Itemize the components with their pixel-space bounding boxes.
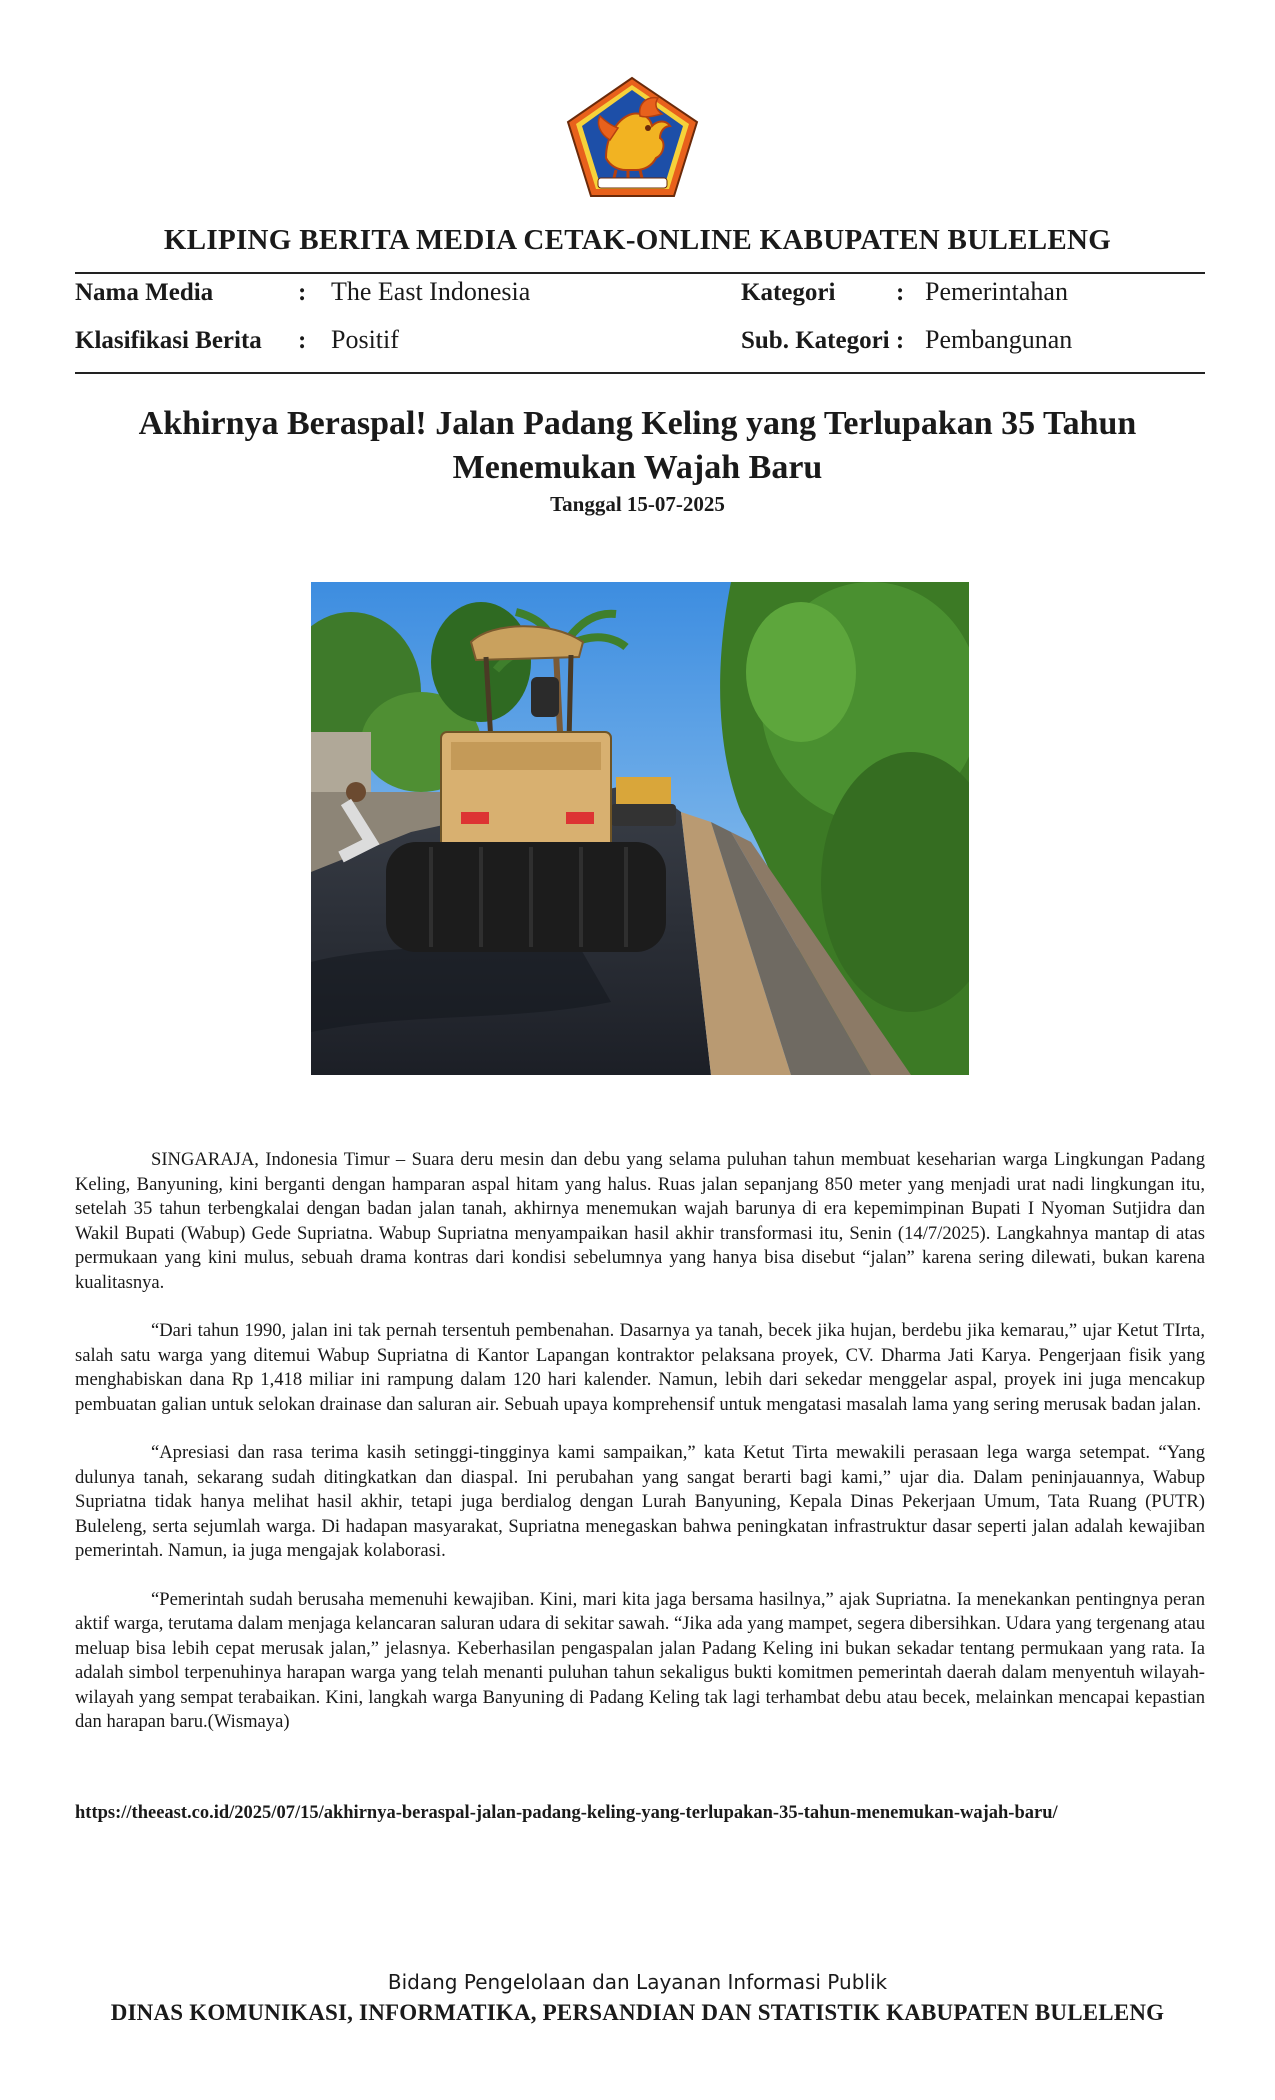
media-name-colon: : — [298, 279, 307, 306]
article-paragraph: SINGARAJA, Indonesia Timur – Suara deru mesin dan debu yang selama puluhan tahun membuat keseharian warga Lingkungan Padang Keling, Banyuning, kini berganti dengan hamparan aspal hitam yang halus. Ruas jalan sepanjang 850 meter yang menjadi urat nadi lingkungan itu, setelah 35 tahun terbengkalai dengan badan jalan tanah, akhirnya menemukan wajah barunya di era kepemimpinan Bupati I Nyoman Sutjidra dan Wakil Bupati (Wabup) Gede Supriatna. Wabup Supriatna menyampaikan hasil akhir transformasi itu, Senin (14/7/2025). Langkahnya mantap di atas permukaan yang kini mulus, sebuah drama kontras dari kondisi sebelumnya yang hanya bisa disebut “jalan” karena sering dilewati, bukan karena kualitasnya. — [75, 1149, 1205, 1293]
road-roller-illustration — [311, 582, 969, 1075]
emblem-graphic — [566, 76, 699, 198]
sub-category-label: Sub. Kategori : — [741, 327, 905, 354]
footer-agency-name: DINAS KOMUNIKASI, INFORMATIKA, PERSANDIAN DAN STATISTIK KABUPATEN BULELENG — [110, 2000, 1165, 2025]
article-paragraph: “Dari tahun 1990, jalan ini tak pernah tersentuh pembenahan. Dasarnya ya tanah, becek jika hujan, berdebu jika kemarau,” ujar Ketut TIrta, salah satu warga yang ditemui Wabup Supriatna di Kantor Lapangan kontraktor pelaksana proyek, CV. Dharma Jati Karya. Pengerjaan fisik yang menghabiskan dana Rp 1,418 miliar ini rampung dalam 120 hari kalender. Namun, lebih dari sekedar menggelar aspal, proyek ini juga mencakup pembuatan galian untuk selokan drainase dan saluran air. Sebuah upaya komprehensif untuk mengatasi masalah lama yang sering merusak badan jalan. — [75, 1320, 1205, 1415]
news-classification-value: Positif — [331, 325, 399, 354]
document-header-title: KLIPING BERITA MEDIA CETAK-ONLINE KABUPATEN BULELENG — [163, 224, 1112, 256]
sub-category-value: Pembangunan — [925, 325, 1073, 354]
header-divider-bottom — [75, 372, 1205, 374]
article-paragraph: “Pemerintah sudah berusaha memenuhi kewajiban. Kini, mari kita jaga bersama hasilnya,” ajak Supriatna. Ia menekankan pentingnya peran aktif warga, terutama dalam menjaga kelancaran saluran udara di sekitar sawah. “Jika ada yang mampet, segera dibersihkan. Udara yang tergenang atau meluap bisa lebih cepat merusak jalan,” jelasnya. Keberhasilan pengaspalan jalan Padang Keling ini bukan sekadar tentang permukaan yang rata. Ia adalah simbol terpenuhinya harapan warga yang telah menanti puluhan tahun sekaligus bukti komitmen pemerintah daerah dalam menyentuh wilayah-wilayah yang sempat terabaikan. Kini, langkah warga Banyuning di Padang Keling tak lagi terhambat debu atau becek, melainkan mencapai kepastian dan harapan baru.(Wismaya) — [75, 1588, 1205, 1732]
footer-division-name: Bidang Pengelolaan dan Layanan Informasi Publik — [387, 1970, 888, 1994]
media-name-label: Nama Media — [75, 279, 214, 306]
media-name-value: The East Indonesia — [331, 277, 531, 306]
article-date: Tanggal 15-07-2025 — [550, 492, 725, 516]
buleleng-emblem-logo — [566, 76, 699, 198]
category-value: Pemerintahan — [925, 277, 1068, 306]
article-source-link[interactable]: https://theeast.co.id/2025/07/15/akhirnya-beraspal-jalan-padang-keling-yang-terlupakan-35-tahun-menemukan-wajah-baru/ — [75, 1803, 1058, 1823]
article-photo-road-roller — [311, 582, 969, 1075]
category-label: Kategori — [741, 279, 836, 306]
news-classification-label: Klasifikasi Berita — [75, 327, 262, 354]
article-paragraph: “Apresiasi dan rasa terima kasih setinggi-tingginya kami sampaikan,” kata Ketut Tirta mewakili perasaan lega warga setempat. “Yang dulunya tanah, sekarang sudah ditingkatkan dan diaspal. Ini perubahan yang sangat berarti bagi kami,” ujar dia. Dalam peninjauannya, Wabup Supriatna tidak hanya melihat hasil akhir, tetapi juga berdialog dengan Lurah Banyuning, Kepala Dinas Pekerjaan Umum, Tata Ruang (PUTR) Buleleng, serta sejumlah warga. Di hadapan masyarakat, Supriatna menegaskan bahwa peningkatan infrastruktur dasar seperti jalan adalah kewajiban pemerintah. Namun, ia juga mengajak kolaborasi. — [75, 1442, 1205, 1561]
article-title: Akhirnya Beraspal! Jalan Padang Keling yang Terlupakan 35 Tahun Menemukan Wajah Baru — [138, 405, 1137, 486]
header-divider-top — [75, 272, 1205, 274]
news-classification-colon: : — [298, 327, 307, 354]
article-body — [75, 1148, 1205, 1759]
category-colon: : — [896, 279, 905, 306]
